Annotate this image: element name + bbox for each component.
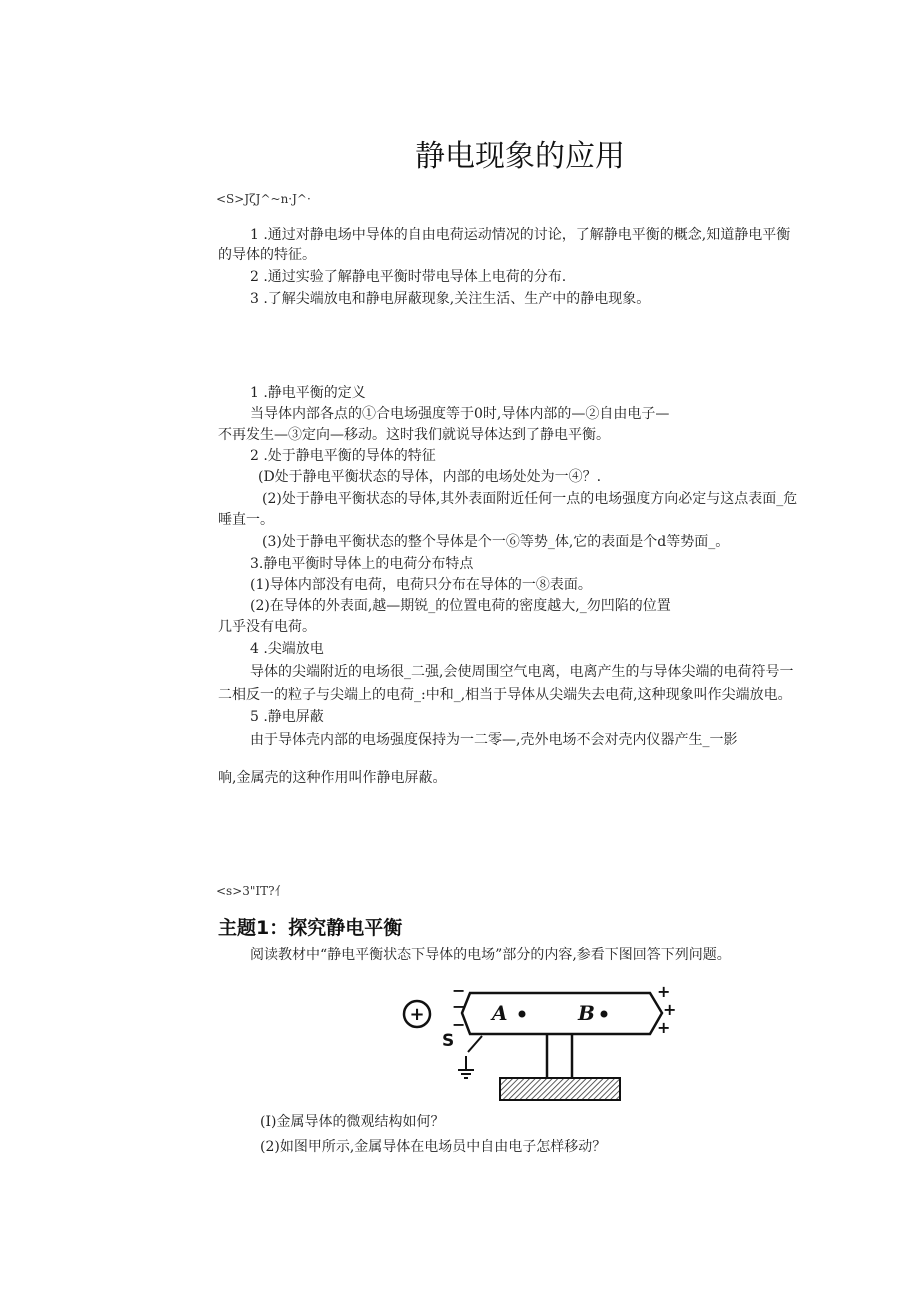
knowledge-line: (2)在导体的外表面,越—期锐_的位置电荷的密度越大,_勿凹陷的位置 xyxy=(250,598,671,614)
objective-line: 的导体的特征。 xyxy=(218,247,316,263)
point-b-label: B xyxy=(578,1001,595,1025)
knowledge-heading: 5 .静电屏蔽 xyxy=(250,709,324,725)
question-line: (I)金属导体的微观结构如何？ xyxy=(260,1114,445,1130)
knowledge-line: (1)导体内部没有电荷，电荷只分布在导体的一⑧表面。 xyxy=(250,577,592,593)
knowledge-line: 由于导体壳内部的电场强度保持为一二零—,壳外电场不会对壳内仪器产生_一影 xyxy=(250,732,738,748)
plus-sign: + xyxy=(663,1000,677,1019)
knowledge-line: (3)处于静电平衡状态的整个导体是个一⑥等势_体,它的表面是个d等势面_。 xyxy=(262,534,730,550)
knowledge-line: 二相反一的粒子与尖端上的电荷_:中和_,相当于导体从尖端失去电荷,这种现象叫作尖端放电。 xyxy=(218,687,792,703)
point-b-dot xyxy=(601,1011,608,1018)
conductor-figure xyxy=(392,978,692,1106)
knowledge-line: (D处于静电平衡状态的导体，内部的电场处处为一④？. xyxy=(258,469,602,485)
objective-line: 2 .通过实验了解静电平衡时带电导体上电荷的分布. xyxy=(250,269,567,285)
knowledge-line: 当导体内部各点的①合电场强度等于0时,导体内部的—②自由电子— xyxy=(250,406,670,422)
knowledge-heading: 2 .处于静电平衡的导体的特征 xyxy=(250,448,436,464)
knowledge-line: 导体的尖端附近的电场很_二强,会使周围空气电离，电离产生的与导体尖端的电荷符号一 xyxy=(250,664,794,680)
section-marker-objectives: <S>JζJ^~n·J^· xyxy=(216,192,311,206)
minus-sign: − xyxy=(452,1015,466,1034)
question-line: (2)如图甲所示,金属导体在电场员中自由电子怎样移动？ xyxy=(260,1139,607,1155)
objective-line: 1 .通过对静电场中导体的自由电荷运动情况的讨论，了解静电平衡的概念,知道静电平衡 xyxy=(250,227,791,243)
page-title: 静电现象的应用 xyxy=(415,139,625,174)
minus-sign: − xyxy=(452,981,466,1000)
knowledge-line: (2)处于静电平衡状态的导体,其外表面附近任何一点的电场强度方向必定与这点表面_危 xyxy=(262,491,798,507)
section-marker-topics: <s>3"IT?亻 xyxy=(216,884,287,898)
switch-arm xyxy=(468,1036,482,1052)
topic-title: 主题1：探究静电平衡 xyxy=(218,917,403,939)
topic-intro: 阅读教材中“静电平衡状态下导体的电场”部分的内容,参看下图回答下列问题。 xyxy=(250,947,731,963)
point-a-dot xyxy=(519,1011,526,1018)
knowledge-line: 响,金属壳的这种作用叫作静电屏蔽。 xyxy=(218,770,447,786)
stand-base xyxy=(500,1078,620,1100)
switch-label: S xyxy=(442,1031,455,1051)
objective-line: 3 .了解尖端放电和静电屏蔽现象,关注生活、生产中的静电现象。 xyxy=(250,291,651,307)
point-a-label: A xyxy=(492,1001,508,1025)
knowledge-heading: 1 .静电平衡的定义 xyxy=(250,385,366,401)
source-charge-sign: + xyxy=(409,1004,425,1025)
knowledge-heading: 4 .尖端放电 xyxy=(250,641,324,657)
knowledge-heading: 3.静电平衡时导体上的电荷分布特点 xyxy=(250,556,474,572)
plus-sign: + xyxy=(657,982,671,1001)
plus-sign: + xyxy=(657,1018,671,1037)
minus-sign: − xyxy=(452,997,466,1016)
knowledge-line: 几乎没有电荷。 xyxy=(218,619,316,635)
knowledge-line: 不再发生—③定向—移动。这时我们就说导体达到了静电平衡。 xyxy=(218,427,610,443)
knowledge-line: 唾直一。 xyxy=(218,512,274,528)
